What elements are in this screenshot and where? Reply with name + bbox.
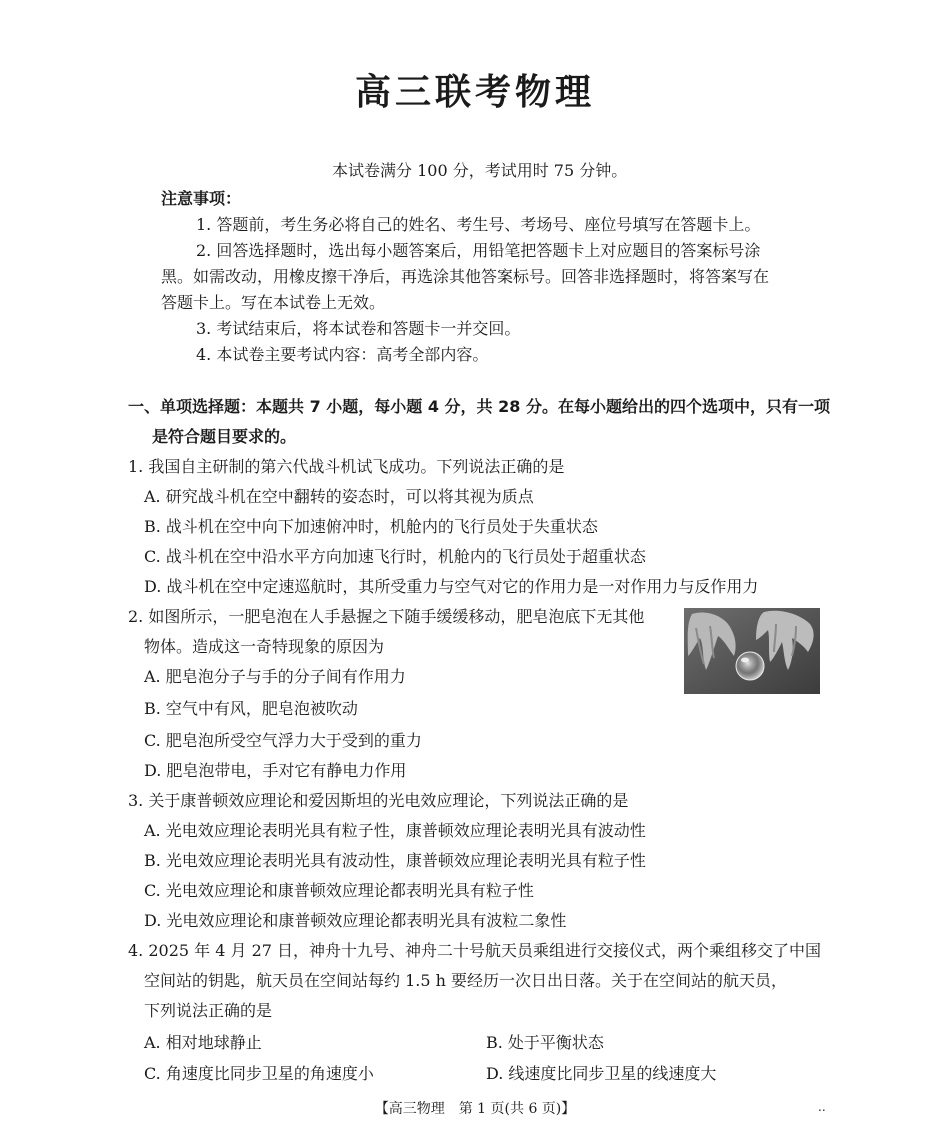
corner-mark: .. bbox=[818, 1100, 826, 1114]
q4-option-c: C. 角速度比同步卫星的角速度小 bbox=[144, 1064, 374, 1083]
section-heading-cont: 是符合题目要求的。 bbox=[152, 427, 297, 446]
q4-option-a: A. 相对地球静止 bbox=[144, 1033, 262, 1052]
q1-option-d: D. 战斗机在空中定速巡航时，其所受重力与空气对它的作用力是一对作用力与反作用力 bbox=[144, 577, 759, 596]
q2-stem-1: 2. 如图所示，一肥皂泡在人手悬握之下随手缓缓移动，肥皂泡底下无其他 bbox=[128, 607, 645, 626]
q3-option-b: B. 光电效应理论表明光具有波动性，康普顿效应理论表明光具有粒子性 bbox=[144, 851, 646, 870]
notice-line-6: 4. 本试卷主要考试内容：高考全部内容。 bbox=[196, 345, 489, 364]
q2-option-a: A. 肥皂泡分子与手的分子间有作用力 bbox=[144, 667, 406, 686]
q3-option-a: A. 光电效应理论表明光具有粒子性，康普顿效应理论表明光具有波动性 bbox=[144, 821, 646, 840]
soap-bubble-photo bbox=[684, 608, 820, 694]
q3-option-d: D. 光电效应理论和康普顿效应理论都表明光具有波粒二象性 bbox=[144, 911, 567, 930]
notice-heading: 注意事项： bbox=[161, 189, 242, 208]
q4-option-b: B. 处于平衡状态 bbox=[486, 1033, 604, 1052]
q1-stem: 1. 我国自主研制的第六代战斗机试飞成功。下列说法正确的是 bbox=[128, 457, 565, 476]
q2-option-b: B. 空气中有风，肥皂泡被吹动 bbox=[144, 699, 358, 718]
q4-option-d: D. 线速度比同步卫星的线速度大 bbox=[486, 1064, 717, 1083]
q1-option-c: C. 战斗机在空中沿水平方向加速飞行时，机舱内的飞行员处于超重状态 bbox=[144, 547, 646, 566]
q2-option-c: C. 肥皂泡所受空气浮力大于受到的重力 bbox=[144, 731, 422, 750]
q2-option-d: D. 肥皂泡带电，手对它有静电力作用 bbox=[144, 761, 407, 780]
q2-stem-2: 物体。造成这一奇特现象的原因为 bbox=[144, 637, 385, 656]
q4-stem-3: 下列说法正确的是 bbox=[144, 1001, 273, 1020]
section-heading: 一、单项选择题：本题共 7 小题，每小题 4 分，共 28 分。在每小题给出的四个选项中，只有一项 bbox=[128, 397, 830, 416]
notice-line-3: 黑。如需改动，用橡皮擦干净后，再选涂其他答案标号。回答非选择题时，将答案写在 bbox=[161, 267, 770, 286]
q1-option-b: B. 战斗机在空中向下加速俯冲时，机舱内的飞行员处于失重状态 bbox=[144, 517, 598, 536]
notice-line-1: 1. 答题前，考生务必将自己的姓名、考生号、考场号、座位号填写在答题卡上。 bbox=[196, 215, 761, 234]
page-title: 高三联考物理 bbox=[354, 72, 595, 113]
notice-line-5: 3. 考试结束后，将本试卷和答题卡一并交回。 bbox=[196, 319, 521, 338]
q4-stem-1: 4. 2025 年 4 月 27 日，神舟十九号、神舟二十号航天员乘组进行交接仪式，两个乘组移交了中国 bbox=[128, 941, 822, 960]
q4-stem-2: 空间站的钥匙，航天员在空间站每约 1.5 h 要经历一次日出日落。关于在空间站的航天员， bbox=[144, 971, 788, 990]
q1-option-a: A. 研究战斗机在空中翻转的姿态时，可以将其视为质点 bbox=[144, 487, 534, 506]
q3-stem: 3. 关于康普顿效应理论和爱因斯坦的光电效应理论，下列说法正确的是 bbox=[128, 791, 629, 810]
q3-option-c: C. 光电效应理论和康普顿效应理论都表明光具有粒子性 bbox=[144, 881, 534, 900]
exam-intro: 本试卷满分 100 分，考试用时 75 分钟。 bbox=[332, 161, 628, 180]
notice-line-4: 答题卡上。写在本试卷上无效。 bbox=[161, 293, 386, 312]
notice-line-2: 2. 回答选择题时，选出每小题答案后，用铅笔把答题卡上对应题目的答案标号涂 bbox=[196, 241, 761, 260]
page-footer: 【高三物理 第 1 页(共 6 页)】 bbox=[374, 1101, 576, 1117]
